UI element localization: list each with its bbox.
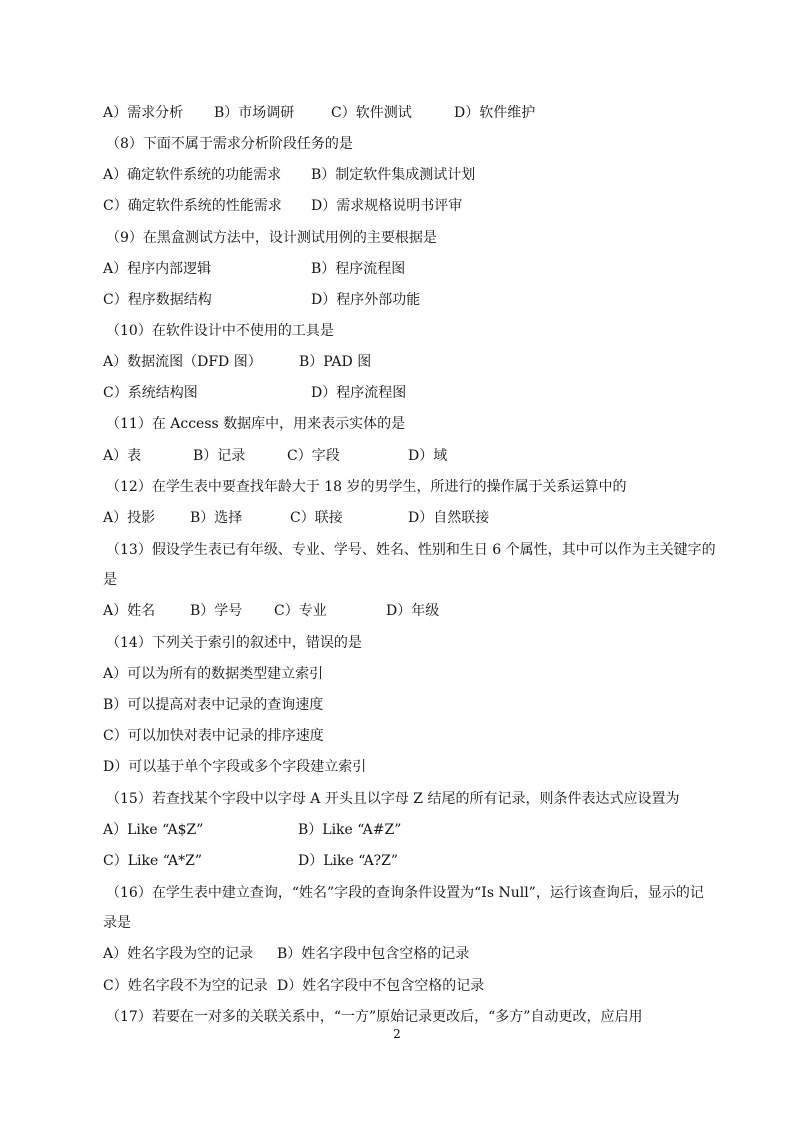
option-item: B）制定软件集成测试计划 — [311, 167, 476, 183]
question-text: （9）在黑盒测试方法中，设计测试用例的主要根据是 — [106, 230, 437, 246]
option-row — [103, 104, 703, 122]
text-line: D）可以基于单个字段或多个字段建立索引 — [103, 759, 367, 775]
option-item: B）选择 — [190, 510, 243, 526]
option-row — [103, 977, 703, 995]
question-text: （15）若查找某个字段中以字母 A 开头且以字母 Z 结尾的所有记录，则条件表达式应设置为 — [106, 791, 680, 807]
option-item: D）年级 — [386, 603, 440, 619]
question-text: （16）在学生表中建立查询，“姓名”字段的查询条件设置为“Is Null”，运行该查询后，显示的记 — [106, 885, 704, 901]
option-item: A）数据流图（DFD 图） — [103, 354, 262, 370]
text-line: B）可以提高对表中记录的查询速度 — [103, 697, 324, 713]
option-item: C）确定软件系统的性能需求 — [103, 198, 282, 214]
option-item: B）记录 — [193, 448, 246, 464]
option-row — [103, 602, 703, 620]
option-item: C）Like “A*Z” — [103, 853, 203, 869]
option-item: B）市场调研 — [214, 105, 295, 121]
option-item: B）PAD 图 — [299, 354, 372, 370]
option-item: A）需求分析 — [103, 105, 184, 121]
option-row — [103, 852, 703, 870]
option-row — [103, 509, 703, 527]
option-row — [103, 945, 703, 963]
option-item: A）表 — [103, 448, 142, 464]
option-item: B）程序流程图 — [311, 261, 406, 277]
option-item: C）联接 — [290, 510, 343, 526]
question-text: （12）在学生表中要查找年龄大于 18 岁的男学生，所进行的操作属于关系运算中的 — [106, 479, 627, 495]
question-text: （14）下列关于索引的叙述中，错误的是 — [106, 635, 362, 651]
option-row — [103, 197, 703, 215]
option-item: D）域 — [408, 448, 448, 464]
text-line: 录是 — [103, 915, 131, 931]
option-row — [103, 384, 703, 402]
option-item: C）姓名字段不为空的记录 — [103, 978, 268, 994]
option-item: D）需求规格说明书评审 — [311, 198, 463, 214]
option-row — [103, 291, 703, 309]
question-text: （17）若要在一对多的关联关系中，“一方”原始记录更改后，“多方”自动更改，应启用 — [106, 1009, 643, 1025]
text-line: A）可以为所有的数据类型建立索引 — [103, 666, 324, 682]
option-item: A）程序内部逻辑 — [103, 261, 212, 277]
text-line: C）可以加快对表中记录的排序速度 — [103, 728, 324, 744]
option-row — [103, 821, 703, 839]
option-item: A）投影 — [103, 510, 156, 526]
option-item: D）软件维护 — [454, 105, 536, 121]
option-item: B）Like “A#Z” — [298, 822, 402, 838]
option-item: D）Like “A?Z” — [298, 853, 399, 869]
question-text: （8）下面不属于需求分析阶段任务的是 — [106, 136, 353, 152]
option-item: A）Like “A$Z” — [103, 822, 204, 838]
option-row — [103, 166, 703, 184]
option-item: D）程序外部功能 — [311, 292, 421, 308]
option-item: B）学号 — [190, 603, 243, 619]
option-item: A）姓名字段为空的记录 — [103, 946, 254, 962]
question-text: （10）在软件设计中不使用的工具是 — [106, 323, 334, 339]
option-row — [103, 447, 703, 465]
option-row — [103, 260, 703, 278]
option-item: C）软件测试 — [331, 105, 412, 121]
option-item: A）姓名 — [103, 603, 156, 619]
text-line: 是 — [103, 572, 117, 588]
question-text: （11）在 Access 数据库中，用来表示实体的是 — [106, 416, 406, 432]
question-text: （13）假设学生表已有年级、专业、学号、姓名、性别和生日 6 个属性，其中可以作为主关键字的 — [106, 542, 716, 558]
option-item: C）专业 — [274, 603, 327, 619]
option-item: A）确定软件系统的功能需求 — [103, 167, 282, 183]
option-row — [103, 353, 703, 371]
option-item: C）系统结构图 — [103, 385, 198, 401]
option-item: D）自然联接 — [408, 510, 490, 526]
option-item: B）姓名字段中包含空格的记录 — [277, 946, 470, 962]
option-item: D）姓名字段中不包含空格的记录 — [277, 978, 485, 994]
page-number: 2 — [393, 1027, 401, 1041]
option-item: D）程序流程图 — [311, 385, 407, 401]
option-item: C）程序数据结构 — [103, 292, 212, 308]
option-item: C）字段 — [287, 448, 340, 464]
